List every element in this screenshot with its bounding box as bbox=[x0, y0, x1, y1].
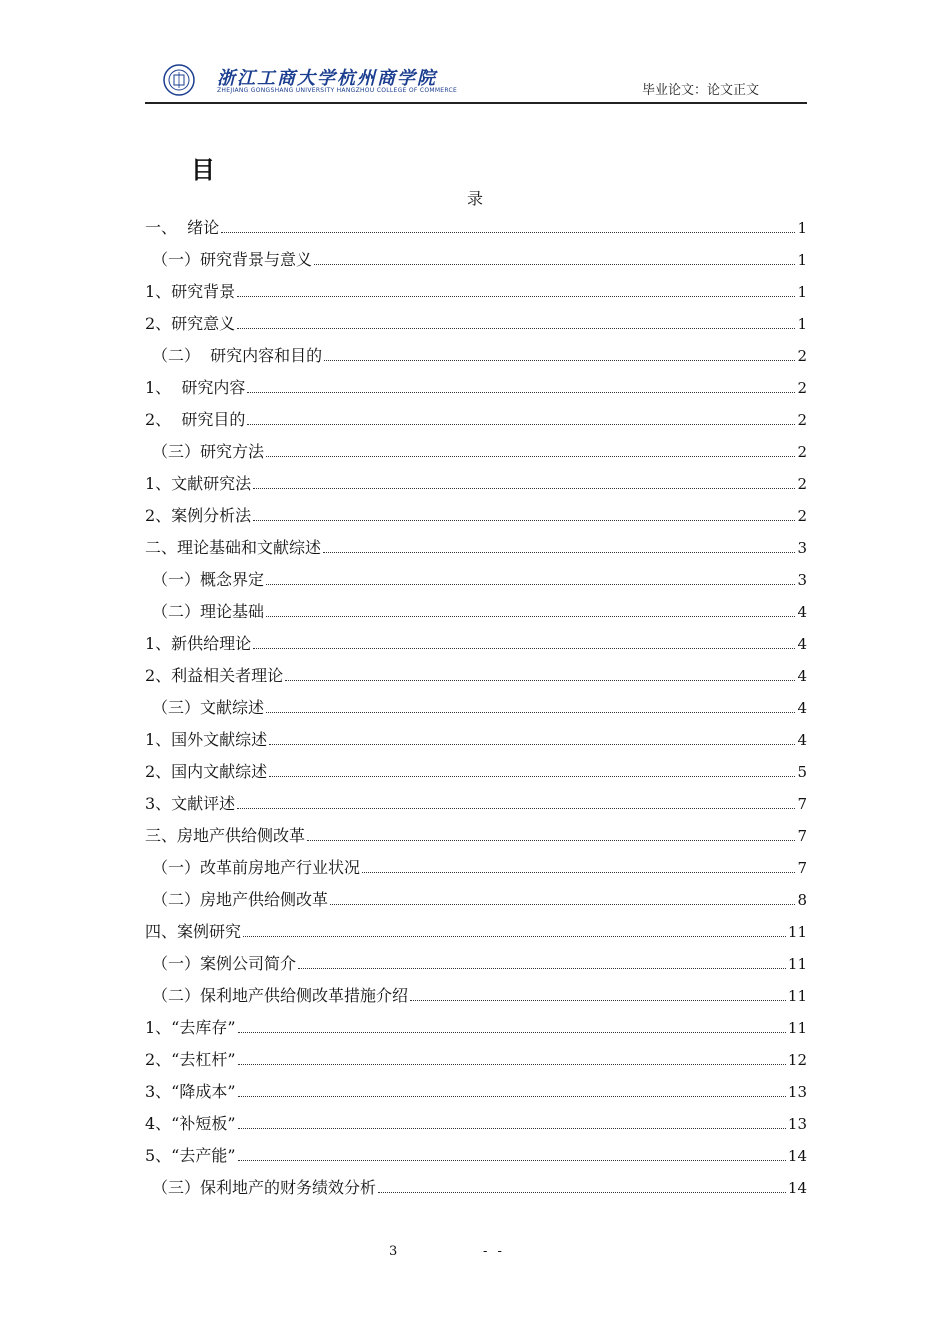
toc-entry[interactable] bbox=[145, 951, 807, 983]
toc-leader-dots bbox=[330, 903, 795, 905]
toc-entry-label: 1、“去库存” bbox=[145, 1018, 236, 1037]
toc-entry-page: 1 bbox=[797, 283, 807, 301]
toc-entry-label: （二）房地产供给侧改革 bbox=[152, 890, 329, 909]
toc-entry-page: 7 bbox=[797, 827, 807, 845]
toc-entry[interactable] bbox=[145, 471, 807, 503]
toc-entry-page: 2 bbox=[797, 475, 807, 493]
toc-entry[interactable] bbox=[145, 375, 807, 407]
toc-entry[interactable] bbox=[145, 759, 807, 791]
toc-leader-dots bbox=[243, 935, 786, 937]
toc-entry-page: 1 bbox=[797, 315, 807, 333]
toc-entry-page: 12 bbox=[787, 1051, 807, 1069]
toc-leader-dots bbox=[362, 871, 795, 873]
toc-entry-label: 2、国内文献综述 bbox=[145, 762, 268, 781]
toc-leader-dots bbox=[237, 327, 795, 329]
toc-entry[interactable] bbox=[145, 1111, 807, 1143]
toc-leader-dots bbox=[237, 295, 795, 297]
toc-entry[interactable] bbox=[145, 727, 807, 759]
toc-entry-label: （二）理论基础 bbox=[152, 602, 265, 621]
toc-entry[interactable] bbox=[145, 279, 807, 311]
header-doc-type: 毕业论文：论文正文 bbox=[641, 83, 759, 98]
toc-leader-dots bbox=[238, 1095, 786, 1097]
toc-entry-label: （二） 研究内容和目的 bbox=[152, 346, 323, 365]
toc-entry-page: 1 bbox=[797, 219, 807, 237]
toc-leader-dots bbox=[238, 1063, 786, 1065]
toc-leader-dots bbox=[238, 1127, 786, 1129]
page-header bbox=[145, 62, 807, 104]
toc-leader-dots bbox=[269, 743, 795, 745]
toc-leader-dots bbox=[266, 615, 795, 617]
toc-entry[interactable] bbox=[145, 631, 807, 663]
toc-entry-label: （二）保利地产供给侧改革措施介绍 bbox=[152, 986, 409, 1005]
toc-leader-dots bbox=[238, 1031, 786, 1033]
school-name-en: ZHEJIANG GONGSHANG UNIVERSITY HANGZHOU COLLEGE OF COMMERCE bbox=[217, 87, 458, 94]
toc-entry[interactable] bbox=[145, 439, 807, 471]
toc-entry-page: 8 bbox=[797, 891, 807, 909]
toc-entry-page: 4 bbox=[797, 667, 807, 685]
toc-entry-page: 4 bbox=[797, 603, 807, 621]
toc-entry-label: 2、“去杠杆” bbox=[145, 1050, 236, 1069]
toc-leader-dots bbox=[314, 263, 795, 265]
toc-entry-page: 11 bbox=[787, 955, 807, 973]
table-of-contents bbox=[145, 215, 807, 1207]
toc-entry-label: （一）研究背景与意义 bbox=[152, 250, 313, 269]
school-name-cn: 浙江工商大学杭州商学院 bbox=[217, 68, 437, 89]
toc-entry-page: 13 bbox=[787, 1083, 807, 1101]
toc-leader-dots bbox=[253, 487, 795, 489]
toc-entry[interactable] bbox=[145, 567, 807, 599]
page-number: 3 bbox=[389, 1244, 398, 1259]
toc-entry-page: 4 bbox=[797, 699, 807, 717]
toc-entry-label: （一）概念界定 bbox=[152, 570, 265, 589]
toc-entry-page: 2 bbox=[797, 411, 807, 429]
toc-entry-label: 1、新供给理论 bbox=[145, 634, 252, 653]
toc-leader-dots bbox=[238, 1159, 786, 1161]
toc-title-sub: 录 bbox=[466, 189, 483, 208]
toc-entry-label: 三、房地产供给侧改革 bbox=[145, 826, 306, 845]
toc-leader-dots bbox=[323, 551, 795, 553]
toc-leader-dots bbox=[410, 999, 786, 1001]
toc-entry[interactable] bbox=[145, 1047, 807, 1079]
toc-entry-page: 11 bbox=[787, 923, 807, 941]
toc-leader-dots bbox=[307, 839, 795, 841]
toc-entry-label: 四、案例研究 bbox=[145, 922, 242, 941]
toc-entry[interactable] bbox=[145, 1015, 807, 1047]
toc-entry[interactable] bbox=[145, 1079, 807, 1111]
toc-leader-dots bbox=[298, 967, 786, 969]
toc-entry-label: 4、“补短板” bbox=[145, 1114, 236, 1133]
toc-leader-dots bbox=[266, 583, 795, 585]
toc-entry-label: 3、文献评述 bbox=[145, 794, 236, 813]
toc-leader-dots bbox=[247, 423, 795, 425]
toc-entry-page: 2 bbox=[797, 379, 807, 397]
toc-entry-label: （三）文献综述 bbox=[152, 698, 265, 717]
toc-entry-page: 3 bbox=[797, 571, 807, 589]
toc-entry-page: 13 bbox=[787, 1115, 807, 1133]
toc-entry[interactable] bbox=[145, 535, 807, 567]
toc-entry-label: 1、国外文献综述 bbox=[145, 730, 268, 749]
toc-entry-page: 4 bbox=[797, 635, 807, 653]
toc-entry-label: （一）改革前房地产行业状况 bbox=[152, 858, 361, 877]
toc-entry[interactable] bbox=[145, 407, 807, 439]
toc-entry-page: 2 bbox=[797, 443, 807, 461]
toc-leader-dots bbox=[324, 359, 795, 361]
toc-entry[interactable] bbox=[145, 503, 807, 535]
toc-entry[interactable] bbox=[145, 1143, 807, 1175]
toc-entry[interactable] bbox=[145, 343, 807, 375]
toc-entry[interactable] bbox=[145, 215, 807, 247]
toc-entry-page: 14 bbox=[787, 1147, 807, 1165]
toc-entry-page: 3 bbox=[797, 539, 807, 557]
university-seal-icon bbox=[163, 64, 195, 96]
toc-entry-page: 2 bbox=[797, 347, 807, 365]
toc-entry-page: 7 bbox=[797, 795, 807, 813]
toc-entry-label: 1、研究背景 bbox=[145, 282, 236, 301]
toc-entry[interactable] bbox=[145, 983, 807, 1015]
toc-entry-page: 5 bbox=[797, 763, 807, 781]
toc-leader-dots bbox=[253, 519, 795, 521]
toc-entry[interactable] bbox=[145, 823, 807, 855]
toc-entry-label: （三）保利地产的财务绩效分析 bbox=[152, 1178, 377, 1197]
toc-entry[interactable] bbox=[145, 599, 807, 631]
toc-entry[interactable] bbox=[145, 663, 807, 695]
toc-entry-label: 1、 研究内容 bbox=[145, 378, 246, 397]
toc-entry[interactable] bbox=[145, 695, 807, 727]
toc-entry-page: 1 bbox=[797, 251, 807, 269]
toc-entry[interactable] bbox=[145, 247, 807, 279]
toc-entry-label: 2、 研究目的 bbox=[145, 410, 246, 429]
toc-entry-label: 一、 绪论 bbox=[145, 218, 220, 237]
toc-leader-dots bbox=[285, 679, 795, 681]
toc-entry-label: 二、理论基础和文献综述 bbox=[145, 538, 322, 557]
toc-entry[interactable] bbox=[145, 887, 807, 919]
toc-entry-page: 4 bbox=[797, 731, 807, 749]
toc-entry-page: 14 bbox=[787, 1179, 807, 1197]
toc-entry[interactable] bbox=[145, 791, 807, 823]
toc-leader-dots bbox=[378, 1191, 786, 1193]
toc-entry-label: （三）研究方法 bbox=[152, 442, 265, 461]
toc-entry-label: 2、研究意义 bbox=[145, 314, 236, 333]
toc-entry-label: 2、利益相关者理论 bbox=[145, 666, 284, 685]
toc-entry-page: 7 bbox=[797, 859, 807, 877]
toc-leader-dots bbox=[269, 775, 795, 777]
toc-entry-label: 3、“降成本” bbox=[145, 1082, 236, 1101]
toc-entry[interactable] bbox=[145, 855, 807, 887]
toc-entry-label: （一）案例公司简介 bbox=[152, 954, 297, 973]
toc-entry-label: 5、“去产能” bbox=[145, 1146, 236, 1165]
toc-leader-dots bbox=[253, 647, 795, 649]
toc-entry-label: 2、案例分析法 bbox=[145, 506, 252, 525]
toc-leader-dots bbox=[221, 231, 795, 233]
toc-entry-page: 2 bbox=[797, 507, 807, 525]
toc-leader-dots bbox=[266, 455, 795, 457]
toc-entry[interactable] bbox=[145, 311, 807, 343]
toc-leader-dots bbox=[237, 807, 795, 809]
toc-leader-dots bbox=[266, 711, 795, 713]
toc-entry-label: 1、文献研究法 bbox=[145, 474, 252, 493]
toc-entry-page: 11 bbox=[787, 1019, 807, 1037]
toc-entry-page: 11 bbox=[787, 987, 807, 1005]
toc-leader-dots bbox=[247, 391, 795, 393]
toc-title-main: 目 bbox=[191, 156, 215, 184]
page-mark: - - bbox=[483, 1244, 505, 1259]
toc-entry[interactable] bbox=[145, 1175, 807, 1207]
toc-entry[interactable] bbox=[145, 919, 807, 951]
